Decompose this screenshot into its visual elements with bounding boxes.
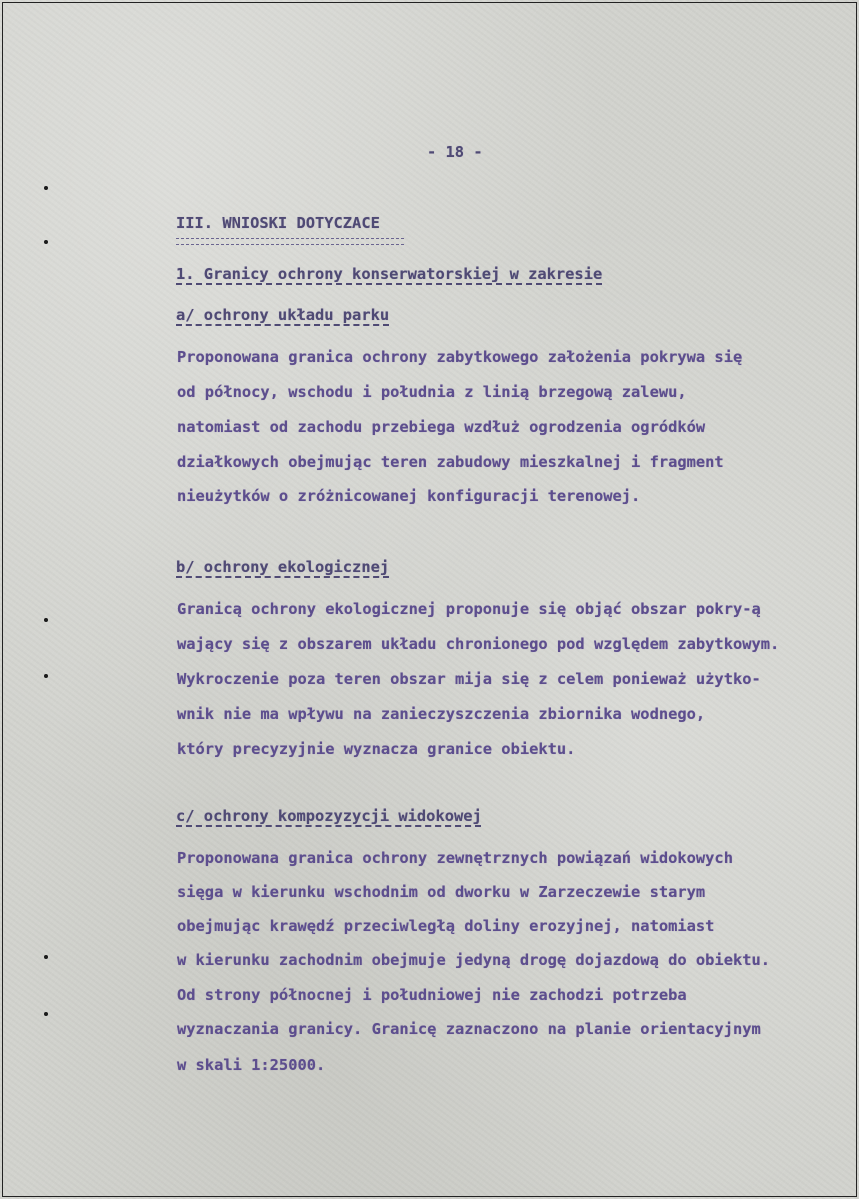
part-b-line: Wykroczenie poza teren obszar mija się z celem ponieważ użytko-	[177, 670, 761, 688]
double-underline	[176, 238, 404, 245]
part-b-line: wający się z obszarem układu chronionego pod względem zabytkowym.	[177, 635, 780, 653]
part-b-line: Granicą ochrony ekologicznej proponuje się objąć obszar pokry-ą	[177, 600, 761, 618]
part-b-heading: b/ ochrony ekologicznej	[176, 558, 390, 576]
part-c-line: Od strony północnej i południowej nie zachodzi potrzeba	[177, 986, 687, 1004]
part-a-line: od północy, wschodu i południa z linią brzegową zalewu,	[177, 383, 687, 401]
part-c-line: sięga w kierunku wschodnim od dworku w Zarzeczewie starym	[177, 883, 706, 901]
page-number: - 18 -	[427, 143, 483, 161]
part-a-line: działkowych obejmując teren zabudowy mieszkalnej i fragment	[177, 453, 724, 471]
part-c-line: w skali 1:25000.	[177, 1056, 326, 1074]
subsection-heading: 1. Granicy ochrony konserwatorskiej w zakresie	[176, 265, 603, 283]
binder-hole	[44, 186, 48, 190]
binder-hole	[44, 674, 48, 678]
part-a-heading: a/ ochrony układu parku	[176, 306, 390, 324]
part-b-line: który precyzyjnie wyznacza granice obiektu.	[177, 740, 576, 758]
section-heading: III. WNIOSKI DOTYCZACE	[176, 214, 380, 232]
part-b-line: wnik nie ma wpływu na zanieczyszczenia zbiornika wodnego,	[177, 705, 706, 723]
part-c-line: w kierunku zachodnim obejmuje jedyną drogę dojazdową do obiektu.	[177, 951, 771, 969]
part-c-heading: c/ ochrony kompozyzycji widokowej	[176, 807, 482, 825]
part-a-line: nieużytków o zróżnicowanej konfiguracji terenowej.	[177, 487, 641, 505]
part-a-line: Proponowana granica ochrony zabytkowego założenia pokrywa się	[177, 348, 743, 366]
binder-hole	[44, 240, 48, 244]
binder-hole	[44, 618, 48, 622]
part-c-line: obejmując krawędź przeciwległą doliny erozyjnej, natomiast	[177, 917, 715, 935]
binder-hole	[44, 1012, 48, 1016]
part-c-line: wyznaczania granicy. Granicę zaznaczono na planie orientacyjnym	[177, 1020, 761, 1038]
binder-hole	[44, 955, 48, 959]
part-a-line: natomiast od zachodu przebiega wzdłuż ogrodzenia ogródków	[177, 418, 706, 436]
part-c-line: Proponowana granica ochrony zewnętrznych powiązań widokowych	[177, 849, 733, 867]
